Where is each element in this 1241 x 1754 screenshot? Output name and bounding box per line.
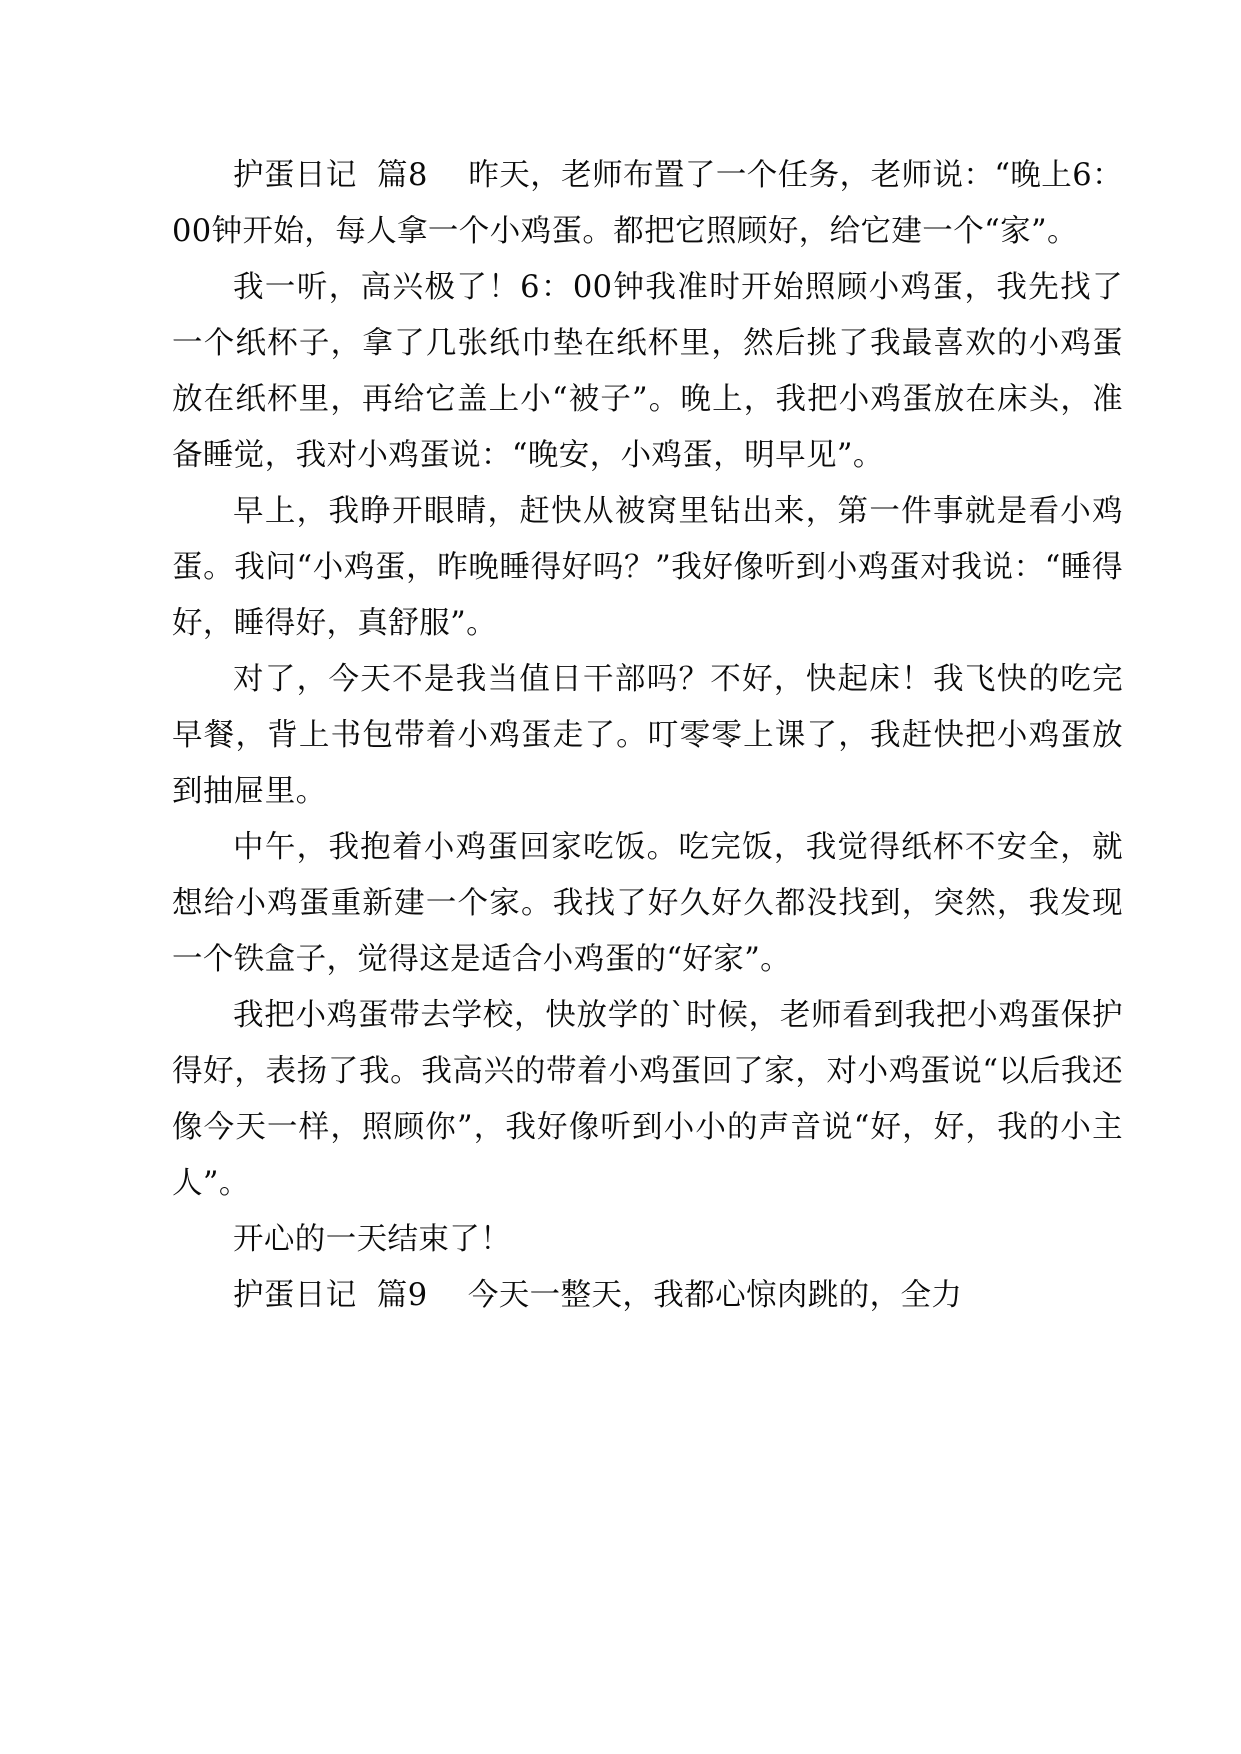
paragraph-8: 护蛋日记 篇9 今天一整天，我都心惊肉跳的，全力 <box>233 1278 963 1313</box>
paragraph-2: 我一听，高兴极了！6：00钟我准时开始照顾小鸡蛋，我先找了一个纸杯子，拿了几张纸巾垫在纸杯里，然后挑了我最喜欢的小鸡蛋放在纸杯里，再给它盖上小“被子”。晚上，我把小鸡蛋放在床头，准备睡觉，我对小鸡蛋说：“晚安，小鸡蛋，明早见”。 <box>172 270 1123 473</box>
paragraph-1: 护蛋日记 篇8 昨天，老师布置了一个任务，老师说：“晚上6：00钟开始，每人拿一个小鸡蛋。都把它照顾好，给它建一个“家”。 <box>172 158 1123 249</box>
paragraph-5: 中午，我抱着小鸡蛋回家吃饭。吃完饭，我觉得纸杯不安全，就想给小鸡蛋重新建一个家。我找了好久好久都没找到，突然，我发现一个铁盒子，觉得这是适合小鸡蛋的“好家”。 <box>172 830 1123 977</box>
paragraph-4: 对了，今天不是我当值日干部吗？不好，快起床！我飞快的吃完早餐，背上书包带着小鸡蛋走了。叮零零上课了，我赶快把小鸡蛋放到抽屉里。 <box>172 662 1123 809</box>
paragraph-7: 开心的一天结束了！ <box>233 1222 512 1257</box>
paragraph-3: 早上，我睁开眼睛，赶快从被窝里钻出来，第一件事就是看小鸡蛋。我问“小鸡蛋，昨晚睡得好吗？”我好像听到小鸡蛋对我说：“睡得好，睡得好，真舒服”。 <box>172 494 1123 641</box>
document-body <box>172 148 1123 1324</box>
paragraph-6: 我把小鸡蛋带去学校，快放学的`时候，老师看到我把小鸡蛋保护得好，表扬了我。我高兴的带着小鸡蛋回了家，对小鸡蛋说“以后我还像今天一样，照顾你”，我好像听到小小的声音说“好，好，我的小主人”。 <box>172 998 1123 1201</box>
